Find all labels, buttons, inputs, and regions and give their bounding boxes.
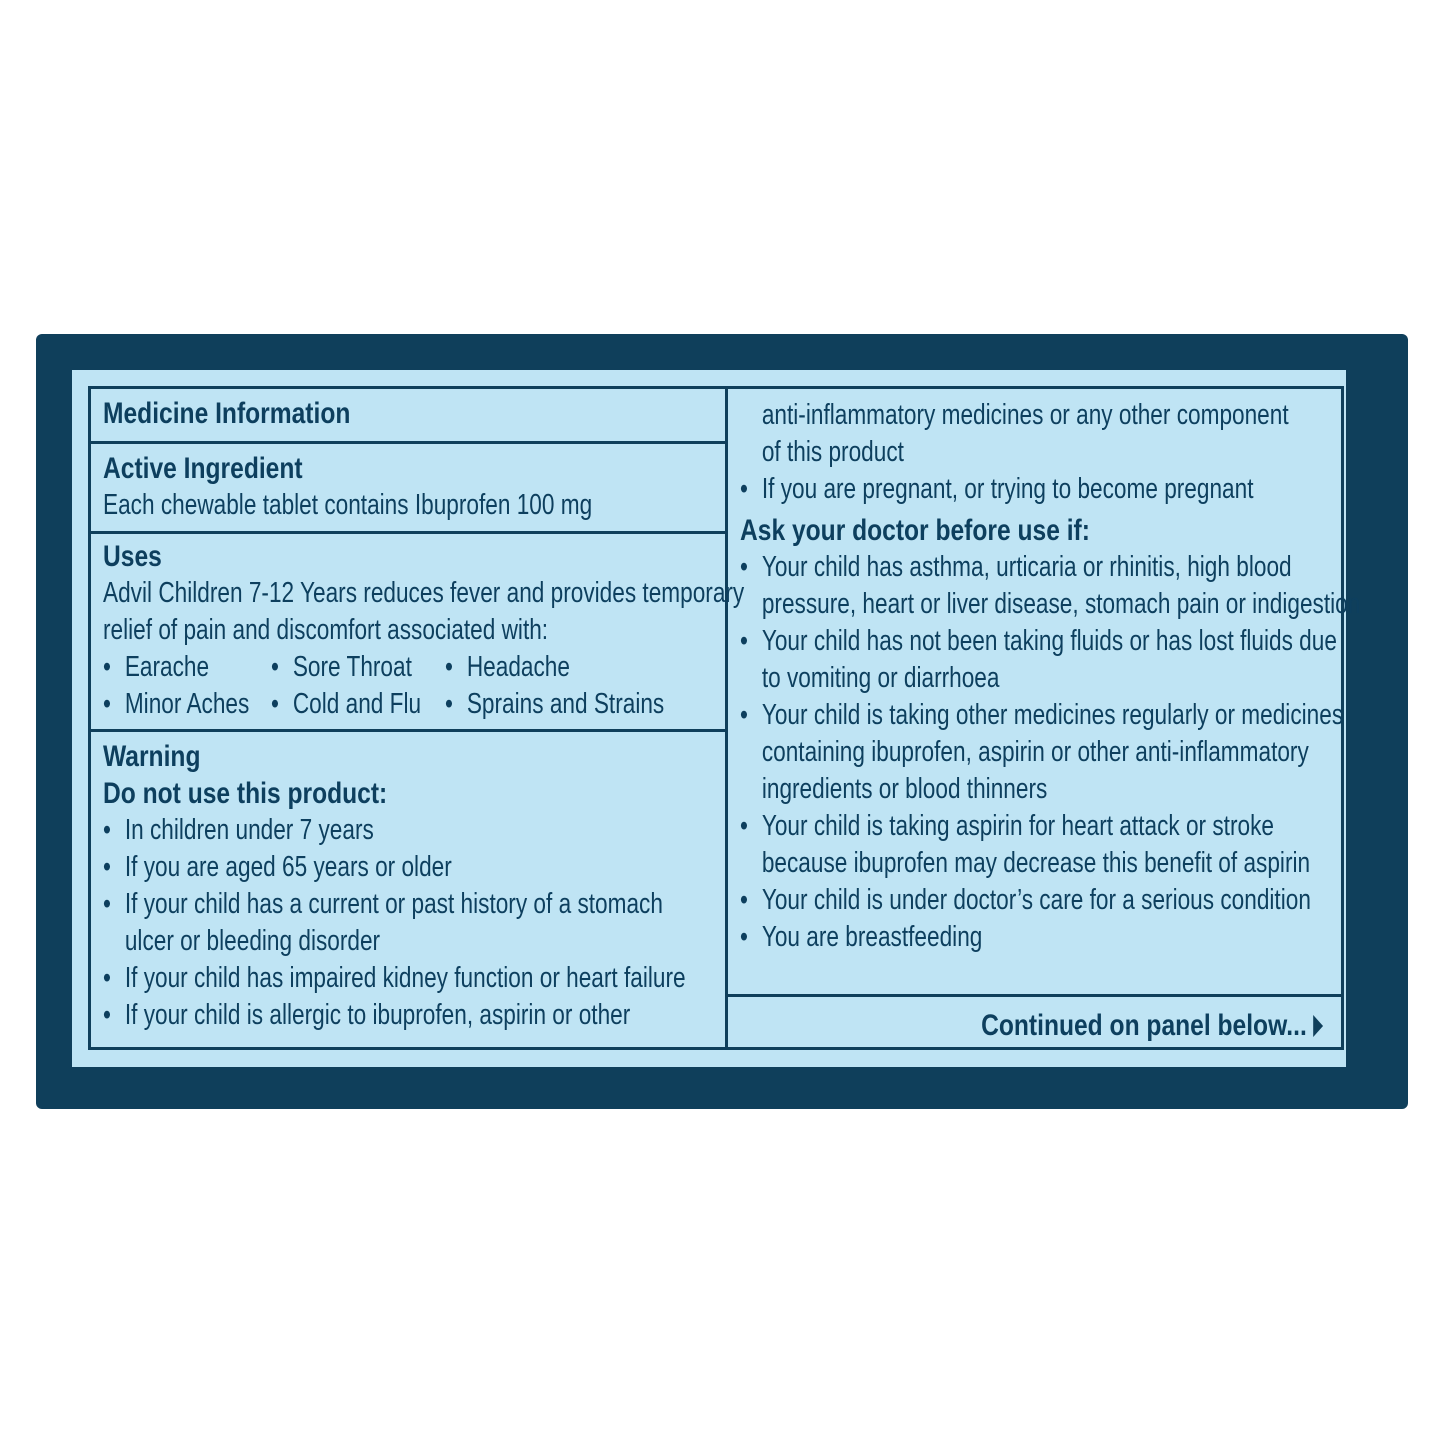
play-arrow-icon [1313,1015,1323,1037]
active-ingredient-text: Each chewable tablet contains Ibuprofen 100 mg [103,489,593,521]
ask-item-continued: ingredients or blood thinners [761,773,1048,805]
ask-item-continued: containing ibuprofen, aspirin or other anti-inflammatory [761,736,1309,768]
warning-item: • If your child has impaired kidney function or heart failure [103,962,686,994]
warning-item: • If your child has a current or past history of a stomach [103,888,663,920]
do-not-use-heading: Do not use this product: [103,777,388,810]
uses-text-line: relief of pain and discomfort associated with: [103,614,549,646]
warning-item-continued: of this product [761,436,904,468]
warning-heading: Warning [103,740,201,773]
ask-item: • Your child is under doctor’s care for a serious condition [740,884,1311,916]
warning-item-continued: ulcer or bleeding disorder [124,925,381,957]
medicine-information-section [91,389,725,441]
warning-item: • If you are aged 65 years or older [103,851,452,883]
active-ingredient-heading: Active Ingredient [103,452,303,485]
right-column [728,389,1361,1047]
ask-item: • Your child is taking aspirin for heart attack or stroke [740,810,1274,842]
left-column [91,389,745,1047]
info-box [72,370,1361,1067]
list-item: • Sprains and Strains [445,688,665,720]
uses-heading: Uses [103,540,162,573]
warning-section [91,729,725,1047]
ask-item: • Your child is taking other medicines regularly or medicines [740,699,1344,731]
warning-item-continued: anti-inflammatory medicines or any other component [761,399,1289,431]
continued-note [981,1007,1323,1044]
ask-item: • You are breastfeeding [740,921,983,953]
ask-item-continued: pressure, heart or liver disease, stomach pain or indigestion [761,588,1361,620]
info-table [88,386,1361,1050]
medicine-information-title: Medicine Information [103,397,351,430]
uses-list [103,649,713,723]
package-panel [36,334,1408,1109]
warning-item: • If your child is allergic to ibuprofen, aspirin or other [103,999,631,1031]
right-content [728,397,1361,956]
uses-section [91,531,745,729]
ask-item: • Your child has asthma, urticaria or rhinitis, high blood [740,551,1292,583]
uses-text-line: Advil Children 7-12 Years reduces fever and provides temporary [103,577,745,609]
ask-item-continued: because ibuprofen may decrease this benefit of aspirin [761,847,1311,879]
warning-item: • In children under 7 years [103,814,374,846]
ask-doctor-heading: Ask your doctor before use if: [740,514,1090,547]
continued-label: Continued on panel below... [980,1009,1307,1042]
list-item: • Minor Aches [103,688,250,720]
warning-item: • If you are pregnant, or trying to become pregnant [740,473,1254,505]
list-item: • Sore Throat [271,651,412,683]
continued-footer [728,994,1341,1047]
active-ingredient-section [91,441,725,531]
list-item: • Cold and Flu [271,688,422,720]
list-item: • Earache [103,651,210,683]
list-item: • Headache [445,651,570,683]
ask-item-continued: to vomiting or diarrhoea [761,662,1000,694]
ask-item: • Your child has not been taking fluids or has lost fluids due [740,625,1337,657]
